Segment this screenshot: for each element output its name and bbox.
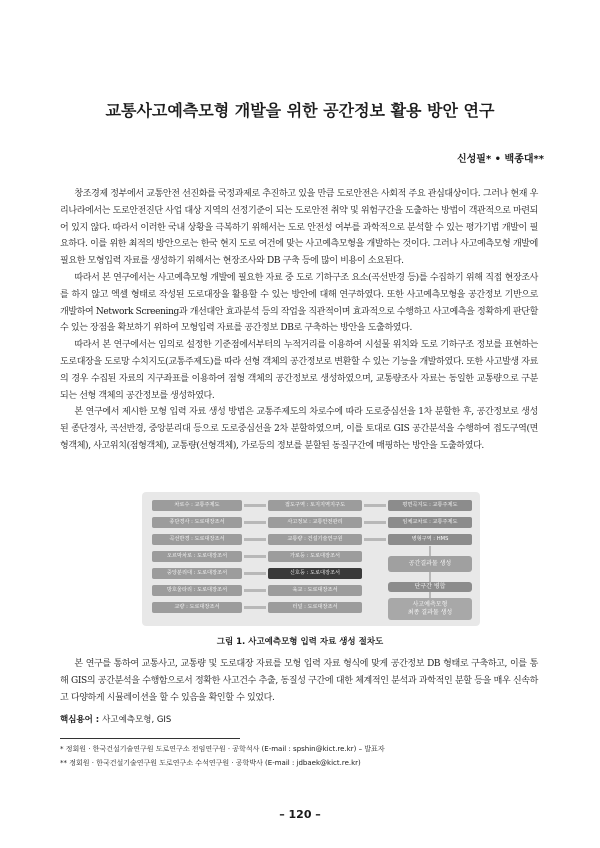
paragraph: 창조경제 정부에서 교통안전 선진화를 국정과제로 추진하고 있을 만큼 도로안전은 사회적 주요 관심대상이다. 그러나 현재 우리나라에서는 도로안전진단 사업 대상 지역의 선정기준이 되는 도로안전 취약 및 위험구간을 도출하는 방법이 객관적으로 마련되어 있지 않다. 따라서 이러한 국내 상황을 극복하기 위해서는 도로 안전성 여부를 과학적으로 분석할 수 있는 평가기법 개발이 필요하다. 이를 위한 최적의 방안으로는 한국 현지 도로 여건에 맞는 사고예측모형을 개발하는 것이다. 그러나 사고예측모형 개발에 필요한 모형입력 자료를 생성하기 위해서는 현장조사와 DB 구축 등에 많이 비용이 소요된다. [60, 189, 538, 267]
keywords-value: 사고예측모형, GIS [102, 715, 172, 725]
paper-title: 교통사고예측모형 개발을 위한 공간정보 활용 방안 연구 [105, 101, 495, 120]
flow-arrow [244, 504, 266, 507]
flow-arrow [244, 589, 266, 592]
flow-arrow [364, 521, 386, 524]
author-line: 신성필* • 백종대** [456, 154, 544, 165]
flow-box: 단구간 병합 [388, 582, 472, 592]
page-number: – 120 – [279, 808, 321, 821]
flow-box: 신호등 : 도로대장조서 [268, 568, 362, 579]
flow-box: 터널 : 도로대장조서 [268, 602, 362, 613]
flow-box: 종단경사 : 도로대장조서 [152, 517, 242, 528]
flow-box: 가로등 : 도로대장조서 [268, 551, 362, 562]
flow-arrow [364, 504, 386, 507]
flow-arrow [244, 606, 266, 609]
process-flow-figure [142, 492, 480, 626]
flow-box: 중앙분리대 : 도로대장조서 [152, 568, 242, 579]
figure-caption: 그림 1. 사고예측모형 입력 자료 생성 절차도 [216, 637, 384, 647]
footnote-divider [60, 738, 240, 739]
flow-arrow [244, 555, 266, 558]
paragraph: 본 연구를 통하여 교통사고, 교통량 및 도로대장 자료를 모형 입력 자료 형식에 맞게 공간정보 DB 형태로 구축하고, 이를 통해 GIS의 공간분석을 수행함으로서 정확한 사고건수 추출, 동질성 구간에 대한 체계적인 분석과 과학적인 분할 등을 매우 신속하고 다양하게 시뮬레이션을 할 수 있음을 확인할 수 있었다. [60, 659, 538, 703]
footnote: ** 정회원 · 한국건설기술연구원 도로연구소 수석연구원 · 공학박사 (E-mail : jdbaek@kict.re.kr) [60, 759, 361, 767]
flow-box: 곡선반경 : 도로대장조서 [152, 534, 242, 545]
flow-box: 사고예측모형 최종 결과물 생성 [388, 598, 472, 620]
flow-box: 오르막차로 : 도로대장조서 [152, 551, 242, 562]
abstract-body [60, 186, 538, 455]
flow-box: 교통량 : 건설기술연구원 [268, 534, 362, 545]
flow-arrow [364, 538, 386, 541]
paragraph: 따라서 본 연구에서는 사고예측모형 개발에 필요한 자료 중 도로 기하구조 요소(곡선반경 등)를 수집하기 위해 직접 현장조사를 하지 않고 엑셀 형태로 작성된 도로대장을 활용할 수 있는 방안에 대해 연구하였다. 또한 사고예측모형을 공간정보 기반으로 개발하여 Network Screening과 개선대안 효과분석 등의 작업을 직관적이며 효과적으로 수행하고 사고예측을 정확하게 판단할 수 있는 장점을 확보하기 위하여 모형입력 자료를 공간정보 DB로 구축하는 방안을 도출하였다. [60, 272, 538, 334]
keywords-label: 핵심용어 : [60, 715, 100, 725]
flow-arrow [429, 572, 431, 582]
flow-box: 임체교차로 : 교통주제도 [388, 517, 472, 528]
flow-box: 차로수 : 교통주제도 [152, 500, 242, 511]
flow-box: 평면곡지도 : 교통주제도 [388, 500, 472, 511]
flow-box: 사고정보 : 교통안전관리 [268, 517, 362, 528]
flow-arrow [244, 521, 266, 524]
flow-box: 육교 : 도로대장조서 [268, 585, 362, 596]
flow-box: 공간결과물 생성 [388, 556, 472, 572]
paragraph: 본 연구에서 제시한 모형 입력 자료 생성 방법은 교통주제도의 차로수에 따라 도로중심선을 1차 분할한 후, 공간정보로 생성된 종단경사, 곡선반경, 중앙분리대 등으로 도로중심선을 2차 분할하였으며, 이를 토대로 GIS 공간분석을 수행하여 접도구역(면형객체), 사고위치(점형객체), 교통량(선형객체), 가로등의 정보를 분할된 동질구간에 매핑하는 방안을 도출하였다. [60, 407, 538, 451]
flow-arrow [244, 572, 266, 575]
flow-box: 접도구역 : 토지지역지구도 [268, 500, 362, 511]
flow-arrow [429, 546, 431, 556]
keywords-line [60, 713, 171, 725]
footnote: * 정회원 · 한국건설기술연구원 도로연구소 전임연구원 · 공학석사 (E-mail : spshin@kict.re.kr) – 발표자 [60, 745, 385, 753]
flow-arrow [244, 538, 266, 541]
conclusion-body [60, 656, 538, 706]
flow-box: 방호울타리 : 도로대장조서 [152, 585, 242, 596]
flow-box: 교량 : 도로대장조서 [152, 602, 242, 613]
paragraph: 따라서 본 연구에서는 임의로 설정한 기준점에서부터의 누적거리를 이용하여 시설물 위치와 도로 기하구조 정보를 표현하는 도로대장을 도로망 수치지도(교통주제도)를 따라 선형 객체의 공간정보로 변환할 수 있는 기능을 개발하였다. 또한 사고발생 자료의 경우 수집된 자료의 지구좌표를 이용하여 점형 객체의 공간정보로 생성하였으며, 교통량조사 자료는 동일한 교통량으로 구분되는 선형 객체의 공간정보를 생성하였다. [60, 340, 538, 401]
flow-box: 병형구역 : HMS [388, 534, 472, 545]
